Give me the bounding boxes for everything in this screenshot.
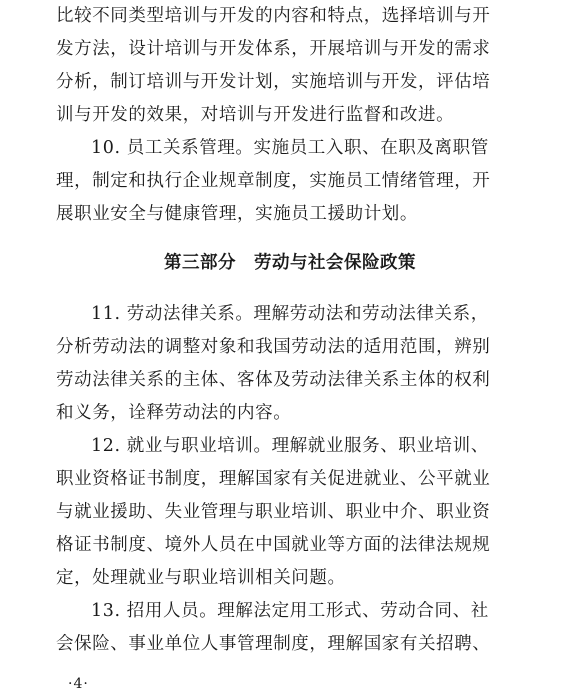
paragraph-item-11 <box>56 298 524 430</box>
section-heading: 第三部分 劳动与社会保险政策 <box>164 253 416 273</box>
text-line: 训与开发的效果，对培训与开发进行监督和改进。 <box>56 105 455 125</box>
text-line: 格证书制度、境外人员在中国就业等方面的法律法规规 <box>56 535 491 555</box>
text-line: 分析劳动法的调整对象和我国劳动法的适用范围，辨别 <box>56 337 491 357</box>
document-page <box>56 0 524 661</box>
text-line: 展职业安全与健康管理，实施员工援助计划。 <box>56 204 418 224</box>
paragraph-training-development <box>56 0 524 132</box>
text-line: 发方法，设计培训与开发体系，开展培训与开发的需求 <box>56 39 491 59</box>
text-line: 13. 招用人员。理解法定用工形式、劳动合同、社 <box>91 601 489 621</box>
text-line: 劳动法律关系的主体、客体及劳动法律关系主体的权利 <box>56 370 491 390</box>
page-number: ·4· <box>68 676 89 692</box>
text-line: 比较不同类型培训与开发的内容和特点，选择培训与开 <box>56 6 491 26</box>
text-line: 11. 劳动法律关系。理解劳动法和劳动法律关系， <box>91 304 489 324</box>
paragraph-item-10 <box>56 132 524 231</box>
text-line: 10. 员工关系管理。实施员工入职、在职及离职管 <box>91 138 489 158</box>
text-line: 分析，制订培训与开发计划，实施培训与开发，评估培 <box>56 72 491 92</box>
text-line: 职业资格证书制度，理解国家有关促进就业、公平就业 <box>56 469 491 489</box>
text-line: 会保险、事业单位人事管理制度，理解国家有关招聘、 <box>56 634 491 654</box>
text-line: 和义务，诠释劳动法的内容。 <box>56 403 292 423</box>
paragraph-item-13 <box>56 595 524 661</box>
text-line: 与就业援助、失业管理与职业培训、职业中介、职业资 <box>56 502 491 522</box>
text-line: 定，处理就业与职业培训相关问题。 <box>56 568 346 588</box>
text-line: 理，制定和执行企业规章制度，实施员工情绪管理，开 <box>56 171 491 191</box>
text-line: 12. 就业与职业培训。理解就业服务、职业培训、 <box>91 436 489 456</box>
paragraph-item-12 <box>56 430 524 595</box>
